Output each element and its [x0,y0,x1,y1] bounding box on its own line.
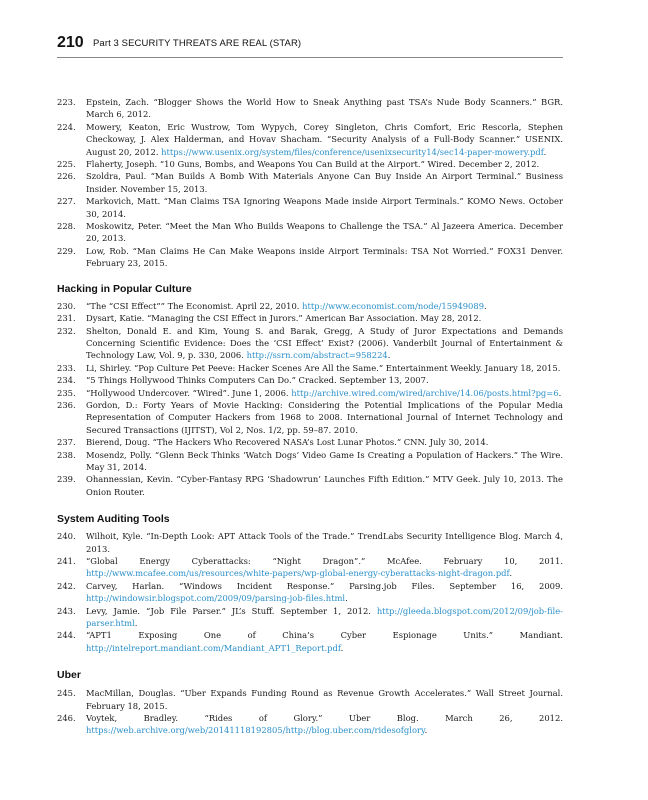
reference-number: 238. [57,449,76,460]
reference-link[interactable]: http://windowsir.blogspot.com/2009/09/parsing-job-files.html [86,593,346,604]
reference-number: 239. [57,474,76,485]
reference-entry [57,170,563,195]
reference-link[interactable]: http://www.economist.com/node/15949089 [302,300,485,311]
reference-text: Bierend, Doug. “The Hackers Who Recovered NASA’s Lost Lunar Photos.” CNN. July 30, 2014. [86,437,489,448]
reference-text: “5 Things Hollywood Thinks Computers Can Do.” Cracked. September 13, 2007. [86,375,429,386]
reference-entry [57,399,563,436]
reference-text: Low, Rob. “Man Claims He Can Make Weapons inside Airport Terminals: TSA Not Worried.” FOX31 Denver. February 23, 2015. [86,245,563,269]
reference-entry [57,712,563,737]
reference-number: 227. [57,196,76,207]
reference-tail: . [509,568,513,579]
reference-entry [57,362,563,374]
reference-text: Flaherty, Joseph. “10 Guns, Bombs, and Weapons You Can Build at the Airport.” Wired. December 2, 2012. [86,159,540,170]
reference-text: Mosendz, Polly. “Glenn Beck Thinks ‘Watch Dogs’ Video Game Is Creating a Population of Hackers.” The Wire. May 31, 2014. [86,449,563,472]
reference-entry [57,530,563,555]
reference-text: Wilhoit, Kyle. “In-Depth Look: APT Attack Tools of the Trade.” TrendLabs Security Intelligence Blog. March 4, 2013. [86,531,563,554]
reference-number: 223. [57,97,76,107]
reference-number: 226. [57,171,76,182]
section-title: Hacking in Popular Culture [57,282,192,295]
reference-entry [57,473,563,498]
reference-link[interactable]: http://intelreport.mandiant.com/Mandiant_APT1_Report.pdf [86,642,341,653]
reference-link[interactable]: http://www.mcafee.com/us/resources/white-papers/wp-global-energy-cyberattacks-night-dragon.pdf [86,568,510,579]
reference-number: 232. [57,325,76,336]
reference-tail: . [484,300,487,311]
reference-entry [57,436,563,448]
reference-text: Shelton, Donald E. and Kim, Young S. and Barak, Gregg, A Study of Juror Expectations and Demands Concerning Scientific Evidence: Does the ‘CSI Effect’ Exist? (2006). Vanderbilt Journal of Entertainment & Technology Law, Vol. 9, p. 330, 2006. [86,325,563,361]
reference-tail: . [345,593,348,604]
reference-number: 237. [57,437,76,448]
reference-text: Markovich, Matt. “Man Claims TSA Ignoring Weapons Made inside Airport Terminals.” KOMO News. October 30, 2014. [86,196,563,219]
reference-link[interactable]: http://gleeda.blogspot.com/2012/09/job-file-parser.html [86,605,563,629]
references-list [57,96,563,737]
running-head: Part 3 SECURITY THREATS ARE REAL (STAR) [93,38,302,49]
reference-number: 243. [57,605,76,616]
reference-text: Gordon, D.: Forty Years of Movie Hacking: Considering the Potential Implications of the Popular Media Representation of Computer Hackers from 1968 to 2008. International Journal of Internet Technology and Secured Transactions (IJITST), Vol 2, Nos. 1/2, pp. 59–87. 2010. [86,399,563,435]
reference-text: “Hollywood Undercover. “Wired”. June 1, 2006. [86,387,292,398]
reference-number: 242. [57,580,76,591]
reference-number: 231. [57,313,76,324]
reference-text: Mowery, Keaton, Eric Wustrow, Tom Wypych, Corey Singleton, Chris Comfort, Eric Rescorla, Stephen Checkoway, J. Alex Halderman, and Hovav Shacham. “Security Analysis of a Full-Body Scanner.” USENIX. August 20, 2012. [86,121,563,157]
reference-tail: . [134,618,138,629]
reference-number: 229. [57,245,76,256]
reference-text: Li, Shirley. “Pop Culture Pet Peeve: Hacker Scenes Are All the Same.” Entertainment Weekly. January 18, 2015. [86,362,561,373]
reference-number: 240. [57,531,76,542]
reference-text: Ohannessian, Kevin. “Cyber-Fantasy RPG ‘Shadowrun’ Launches Fifth Edition.” MTV Geek. July 10, 2013. The Onion Router. [86,474,563,497]
references-section [57,668,563,737]
reference-number: 246. [57,713,76,724]
reference-entry [57,325,563,362]
page-number: 210 [57,34,84,51]
reference-entry [57,312,563,324]
reference-entry [57,605,563,630]
reference-entry [57,121,563,158]
reference-number: 224. [57,121,76,132]
reference-entry [57,96,563,121]
reference-text: “Global Energy Cyberattacks: “Night Dragon”.” McAfee. February 10, 2011. [86,556,563,566]
reference-link[interactable]: http://archive.wired.com/wired/archive/14.06/posts.html?pg=6 [291,387,559,398]
reference-number: 228. [57,221,76,232]
reference-entry [57,300,563,312]
reference-entry [57,629,563,654]
page-header [57,34,563,56]
reference-tail: . [387,350,391,361]
reference-entry [57,374,563,386]
reference-text: Levy, Jamie. “Job File Parser.” JL’s Stuff. September 1, 2012. [86,605,377,616]
reference-text: Epstein, Zach. “Blogger Shows the World How to Sneak Anything past TSA’s Nude Body Scanners.” BGR. March 6, 2012. [86,97,563,120]
section-title: System Auditing Tools [57,513,170,526]
reference-number: 244. [57,630,76,641]
reference-number: 245. [57,688,76,699]
reference-entry [57,555,563,580]
reference-tail: . [543,146,547,157]
reference-number: 230. [57,300,76,311]
reference-number: 241. [57,556,76,566]
references-section [57,282,563,499]
reference-entry [57,387,563,399]
reference-entry [57,449,563,474]
reference-tail: . [340,642,344,653]
reference-entry [57,158,563,170]
reference-text: Moskowitz, Peter. “Meet the Man Who Builds Weapons to Challenge the TSA.” Al Jazeera America. December 20, 2013. [86,221,563,244]
reference-text: Dysart, Katie. “Managing the CSI Effect in Jurors.” American Bar Association. May 28, 2012. [86,313,482,324]
reference-text: “The “CSI Effect”” The Economist. April 22, 2010. [86,300,303,311]
reference-entry [57,220,563,245]
references-section [57,96,563,270]
reference-entry [57,245,563,270]
reference-text: Szoldra, Paul. “Man Builds A Bomb With Materials Anyone Can Buy Inside An Airport Terminal.” Business Insider. November 15, 2013. [86,171,563,194]
reference-entry [57,195,563,220]
reference-link[interactable]: http://ssrn.com/abstract=958224 [246,350,388,361]
reference-number: 234. [57,375,76,386]
reference-text: “APT1 Exposing One of China’s Cyber Espionage Units.” Mandiant. [86,630,563,641]
reference-tail: . [558,387,562,398]
references-section [57,512,563,654]
reference-link[interactable]: https://web.archive.org/web/20141118192805/http://blog.uber.com/ridesofglory [86,725,425,736]
reference-text: Carvey, Harlan. “Windows Incident Response.” Parsing.job Files. September 16, 2009. [86,580,563,591]
reference-tail: . [424,725,428,736]
reference-number: 225. [57,159,76,170]
reference-link[interactable]: https://www.usenix.org/system/files/conference/usenixsecurity14/sec14-paper-mowery.pdf [161,146,544,157]
reference-number: 236. [57,399,76,410]
header-rule [57,57,563,58]
section-title: Uber [57,669,81,682]
reference-number: 235. [57,387,76,398]
reference-entry [57,687,563,712]
reference-text: Voytek, Bradley. “Rides of Glory.” Uber Blog. March 26, 2012. [86,713,563,724]
reference-entry [57,580,563,605]
reference-text: MacMillan, Douglas. “Uber Expands Funding Round as Revenue Growth Accelerates.” Wall Street Journal. February 18, 2015. [86,688,563,711]
reference-number: 233. [57,362,76,373]
